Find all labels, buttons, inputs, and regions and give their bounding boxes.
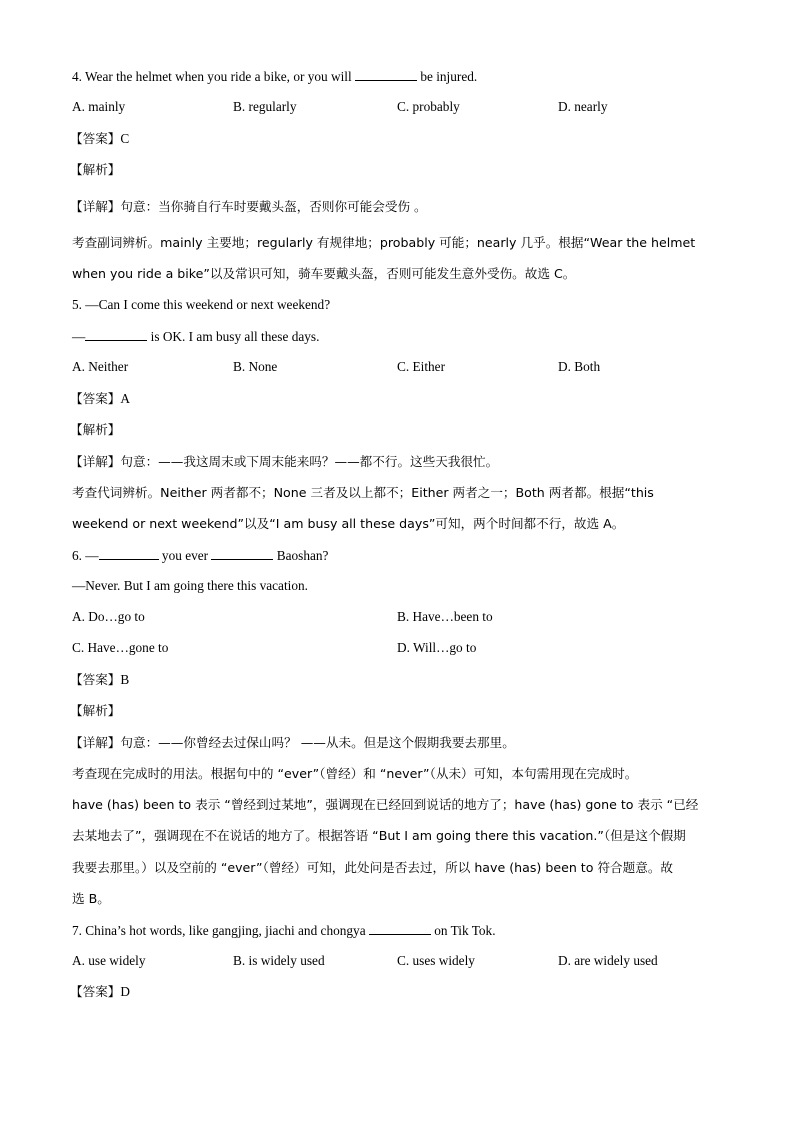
q6-answer <box>70 671 129 689</box>
q6-detail-2: 考查现在完成时的用法。根据句中的 “ever”（曾经）和 “never”（从未）可知，本句需用现在完成时。 <box>72 766 638 781</box>
q7-stem-part2: on Tik Tok. <box>430 923 496 938</box>
q5-answer-value: A <box>120 391 130 406</box>
q6-detail-5: 我要去那里。）以及空前的 “ever”（曾经）可知，此处问是否去过，所以 have (has) been to 符合题意。故 <box>72 860 674 875</box>
answer-blank <box>211 546 273 560</box>
q4-detail-2: 考查副词辨析。mainly 主要地；regularly 有规律地；probably 可能；nearly 几乎。根据“Wear the helmet <box>72 235 696 250</box>
q5-analysis-heading <box>70 421 120 439</box>
q7-option-c: C. uses widely <box>397 953 475 968</box>
answer-blank <box>369 921 431 935</box>
q5-reply-part2: is OK. I am busy all these days. <box>147 329 320 344</box>
analysis-tag: 【解析】 <box>70 422 121 437</box>
question-4-stem <box>72 67 477 86</box>
q6-analysis-heading <box>70 702 120 720</box>
q4-option-b: B. regularly <box>233 99 297 114</box>
q6-detail-3: have (has) been to 表示 “曾经到过某地”，强调现在已经回到说话的地方了；have (has) gone to 表示 “已经 <box>72 797 699 812</box>
q5-option-d: D. Both <box>558 359 601 374</box>
q6-stem-part2: you ever <box>158 548 212 563</box>
q5-answer <box>70 390 130 408</box>
answer-blank <box>85 327 147 341</box>
answer-tag: 【答案】 <box>70 131 121 146</box>
q6-detail-4: 去某地去了”，强调现在不在说话的地方了。根据答语 “But I am going there this vacation.”（但是这个假期 <box>72 828 686 843</box>
q6-stem-part3: Baoshan? <box>273 548 329 563</box>
answer-blank <box>355 67 417 81</box>
q4-option-d: D. nearly <box>558 99 608 114</box>
q5-option-b: B. None <box>233 359 278 374</box>
q7-option-b: B. is widely used <box>233 953 325 968</box>
q6-detail-1: 【详解】句意：——你曾经去过保山吗？ ——从未。但是这个假期我要去那里。 <box>70 735 515 750</box>
analysis-tag: 【解析】 <box>70 162 121 177</box>
q4-stem-part1: 4. Wear the helmet when you ride a bike, or you will <box>72 69 356 84</box>
q7-stem-part1: 7. China’s hot words, like gangjing, jiachi and chongya <box>72 923 369 938</box>
analysis-tag: 【解析】 <box>70 703 121 718</box>
q5-detail-2: 考查代词辨析。Neither 两者都不；None 三者及以上都不；Either 两者之一；Both 两者都。根据“this <box>72 485 654 500</box>
question-6-stem <box>72 546 328 565</box>
q5-option-a: A. Neither <box>72 359 129 374</box>
q6-option-c: C. Have…gone to <box>72 640 169 655</box>
q5-reply-part1: — <box>72 329 86 344</box>
question-6-reply: —Never. But I am going there this vacation. <box>72 578 308 593</box>
q7-answer-value: D <box>120 984 130 999</box>
q6-option-a: A. Do…go to <box>72 609 145 624</box>
q4-option-c: C. probably <box>397 99 460 114</box>
question-5-reply <box>72 327 319 346</box>
answer-blank <box>99 546 159 560</box>
answer-tag: 【答案】 <box>70 984 121 999</box>
answer-tag: 【答案】 <box>70 672 121 687</box>
q4-analysis-heading <box>70 161 120 179</box>
q5-detail-3: weekend or next weekend”以及“I am busy all these days”可知，两个时间都不行，故选 A。 <box>72 516 625 531</box>
answer-tag: 【答案】 <box>70 391 121 406</box>
q4-answer-value: C <box>120 131 130 146</box>
q4-stem-part2: be injured. <box>417 69 478 84</box>
q4-detail-3: when you ride a bike”以及常识可知，骑车要戴头盔，否则可能发生意外受伤。故选 C。 <box>72 266 576 281</box>
question-7-stem <box>72 921 496 940</box>
q5-option-c: C. Either <box>397 359 446 374</box>
q6-option-b: B. Have…been to <box>397 609 493 624</box>
question-5-stem: 5. —Can I come this weekend or next weekend? <box>72 297 331 312</box>
q6-detail-6: 选 B。 <box>72 891 110 906</box>
q7-answer <box>70 983 130 1001</box>
q4-answer <box>70 130 129 148</box>
q7-option-d: D. are widely used <box>558 953 658 968</box>
q7-option-a: A. use widely <box>72 953 146 968</box>
q4-option-a: A. mainly <box>72 99 126 114</box>
q4-detail-1: 【详解】句意：当你骑自行车时要戴头盔，否则你可能会受伤 。 <box>70 199 427 214</box>
q6-option-d: D. Will…go to <box>397 640 477 655</box>
q5-detail-1: 【详解】句意：——我这周末或下周末能来吗？——都不行。这些天我很忙。 <box>70 454 499 469</box>
q6-answer-value: B <box>120 672 130 687</box>
q6-stem-part1: 6. — <box>72 548 99 563</box>
